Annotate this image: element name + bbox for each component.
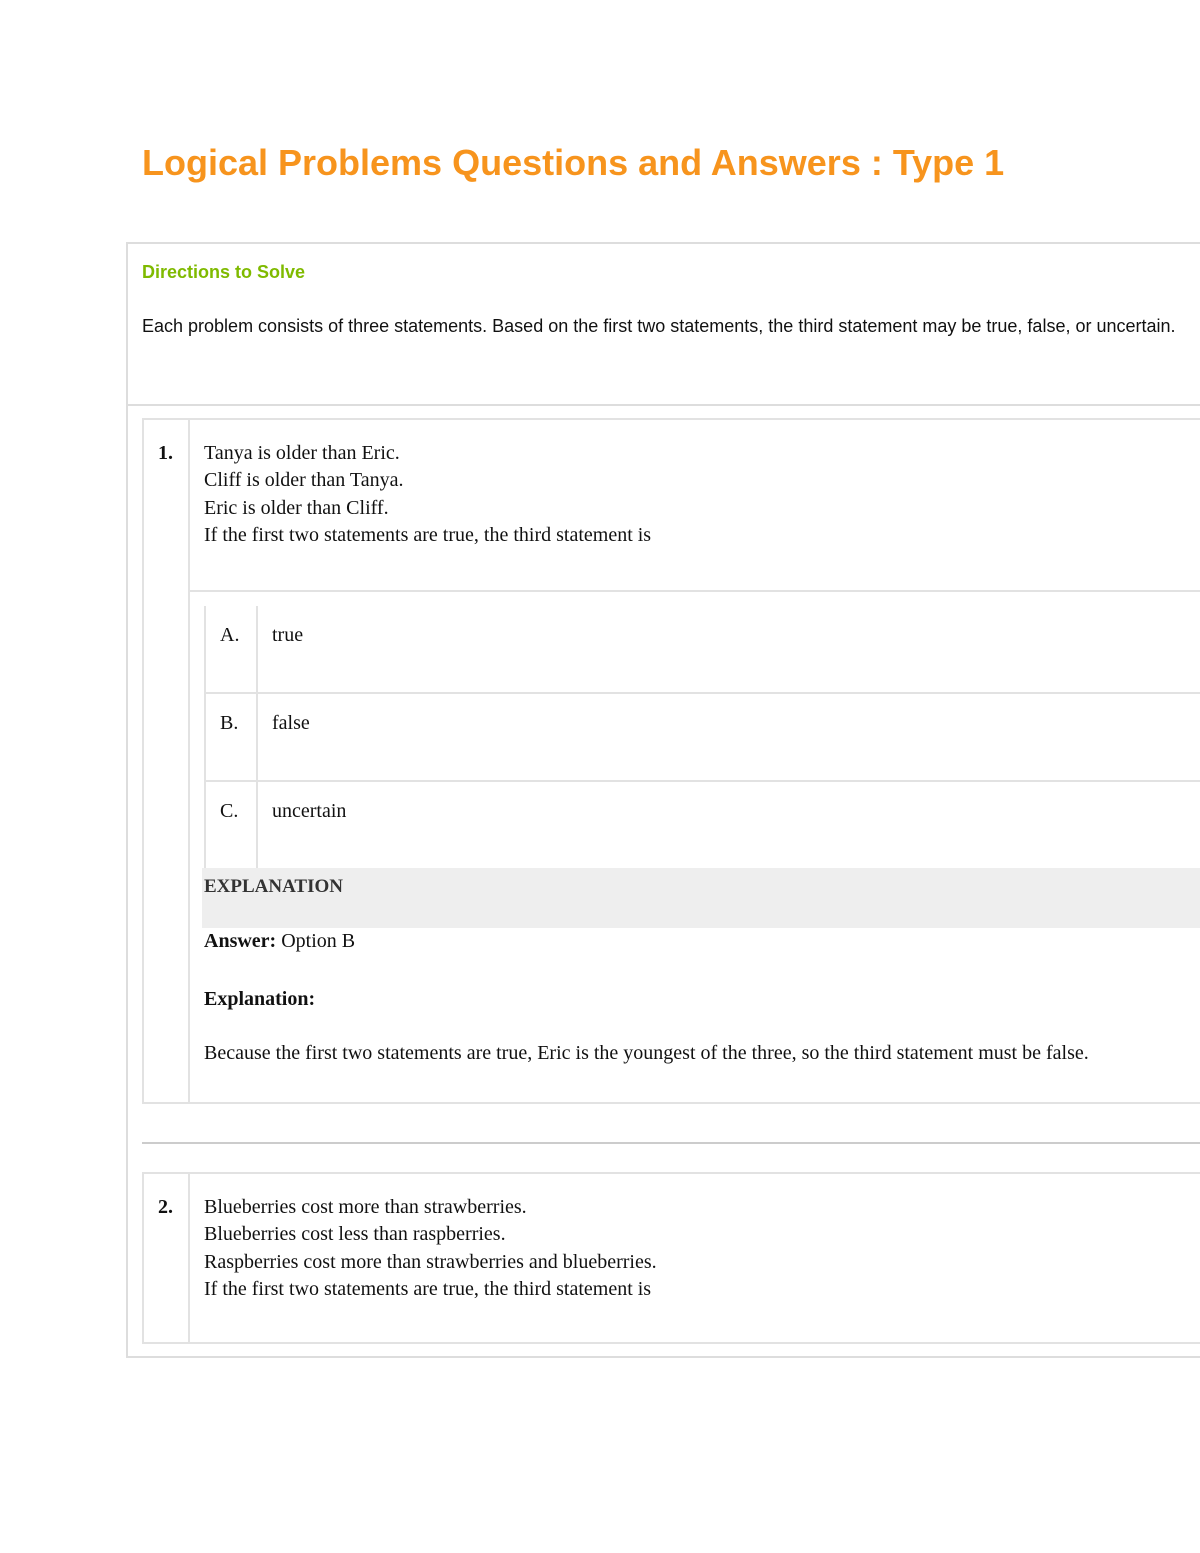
question-1 xyxy=(142,418,1200,1104)
question-separator xyxy=(142,1142,1200,1144)
option-b[interactable] xyxy=(204,694,1200,782)
option-text: false xyxy=(272,712,310,734)
statement-3: Raspberries cost more than strawberries and blueberries. xyxy=(204,1250,657,1273)
question-prompt: If the first two statements are true, the third statement is xyxy=(204,523,652,546)
answer-value: Option B xyxy=(281,930,356,952)
option-letter: A. xyxy=(220,624,240,646)
option-text: true xyxy=(272,624,304,646)
option-a[interactable] xyxy=(204,606,1200,694)
option-letter: B. xyxy=(220,712,239,734)
question-number: 1. xyxy=(158,442,173,464)
page-title: Logical Problems Questions and Answers : Type 1 xyxy=(142,142,1005,183)
question-statements xyxy=(204,1194,1104,1303)
explanation-heading: Explanation: xyxy=(204,988,316,1010)
question-statements xyxy=(204,440,1104,549)
statement-2: Blueberries cost less than raspberries. xyxy=(204,1223,506,1246)
explanation-text: Because the first two statements are true, Eric is the youngest of the three, so the third statement must be false. xyxy=(204,1042,1089,1064)
question-number-cell xyxy=(144,420,190,1102)
directions-box xyxy=(128,244,1200,406)
answer-label: Answer: xyxy=(204,930,277,952)
directions-text: Each problem consists of three statements. Based on the first two statements, the third statement may be true, false, or uncertain. xyxy=(142,316,1176,336)
explanation-label: EXPLANATION xyxy=(204,876,343,897)
option-letter: C. xyxy=(220,800,239,822)
answer-line xyxy=(204,930,355,953)
explanation-bar[interactable] xyxy=(202,868,1200,928)
question-2 xyxy=(142,1172,1200,1344)
statement-3: Eric is older than Cliff. xyxy=(204,496,389,519)
options-divider xyxy=(190,590,1200,592)
question-number-cell xyxy=(144,1174,190,1342)
statement-1: Tanya is older than Eric. xyxy=(204,442,400,464)
statement-1: Blueberries cost more than strawberries. xyxy=(204,1196,527,1218)
question-prompt: If the first two statements are true, the third statement is xyxy=(204,1277,652,1300)
directions-heading: Directions to Solve xyxy=(142,262,306,282)
option-text: uncertain xyxy=(272,800,347,822)
question-number: 2. xyxy=(158,1196,173,1218)
statement-2: Cliff is older than Tanya. xyxy=(204,469,404,492)
option-c[interactable] xyxy=(204,782,1200,870)
